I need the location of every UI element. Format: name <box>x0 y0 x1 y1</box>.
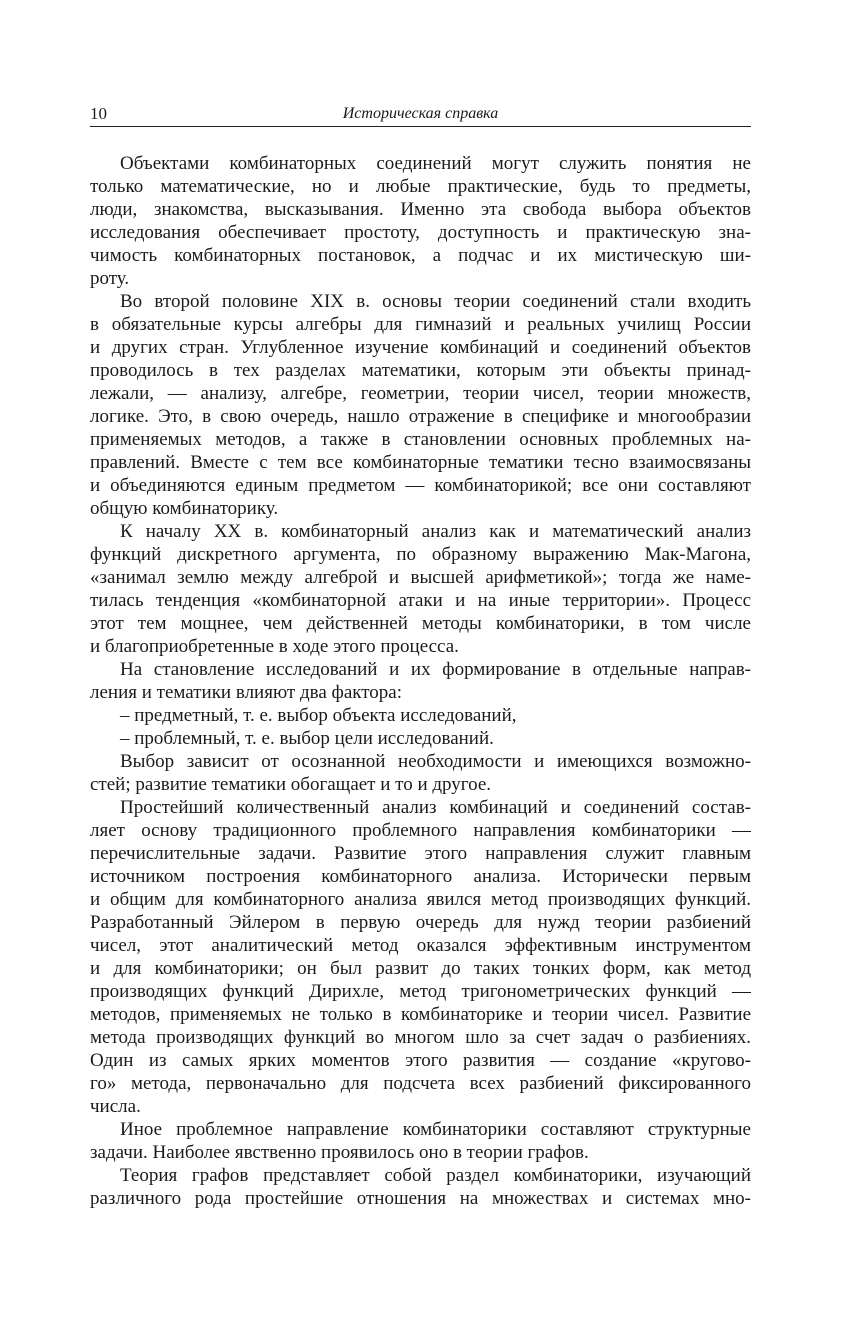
text-line: Выбор зависит от осознанной необходимости и имеющихся возможно- <box>120 751 751 772</box>
text-line: и благоприобретенные в ходе этого процесса. <box>90 636 459 657</box>
text-line: «занимал землю между алгеброй и высшей арифметикой»; тогда же наме- <box>90 567 751 588</box>
text-line: задачи. Наиболее явственно проявилось оно в теории графов. <box>90 1142 589 1163</box>
page-header <box>90 104 751 127</box>
text-line: люди, знакомства, высказывания. Именно эта свобода выбора объектов <box>90 199 751 220</box>
text-line: лежали, — анализу, алгебре, геометрии, теории чисел, теории множеств, <box>90 383 751 404</box>
list-item-line: – проблемный, т. е. выбор цели исследований. <box>120 728 494 749</box>
text-line: правлений. Вместе с тем все комбинаторные тематики тесно взаимосвязаны <box>90 452 751 473</box>
page-number: 10 <box>90 104 107 123</box>
text-line: Иное проблемное направление комбинаторики составляют структурные <box>120 1119 751 1140</box>
text-line: производящих функций Дирихле, метод тригонометрических функций — <box>90 981 751 1002</box>
text-line: го» метода, первоначально для подсчета всех разбиений фиксированного <box>90 1073 751 1094</box>
text-line: в обязательные курсы алгебры для гимназий и реальных училищ России <box>90 314 751 335</box>
text-line: общую комбинаторику. <box>90 498 279 519</box>
text-line: Теория графов представляет собой раздел комбинаторики, изучающий <box>120 1165 751 1186</box>
text-line: методов, применяемых не только в комбинаторике и теории чисел. Развитие <box>90 1004 751 1025</box>
text-line: проводилось в тех разделах математики, которым эти объекты принад- <box>90 360 751 381</box>
running-title: Историческая справка <box>342 105 499 122</box>
text-line: логике. Это, в свою очередь, нашло отражение в специфике и многообразии <box>90 406 751 427</box>
text-line: ления и тематики влияют два фактора: <box>90 682 403 703</box>
text-line: исследования обеспечивает простоту, доступность и практическую зна- <box>90 222 751 243</box>
text-line: перечислительные задачи. Развитие этого направления служит главным <box>90 843 751 864</box>
text-line: источником построения комбинаторного анализа. Исторически первым <box>90 866 751 887</box>
body-text <box>90 152 751 1210</box>
text-line: чисел, этот аналитический метод оказался эффективным инструментом <box>90 935 751 956</box>
text-line: этот тем мощнее, чем действенней методы комбинаторики, в том числе <box>90 613 751 634</box>
text-line: и для комбинаторики; он был развит до таких тонких форм, как метод <box>90 958 751 979</box>
text-line: только математические, но и любые практические, будь то предметы, <box>90 176 751 197</box>
text-line: тилась тенденция «комбинаторной атаки и на иные территории». Процесс <box>90 590 751 611</box>
text-line: и других стран. Углубленное изучение комбинаций и соединений объектов <box>90 337 751 358</box>
text-line: чимость комбинаторных постановок, а подчас и их мистическую ши- <box>90 245 751 266</box>
text-line: роту. <box>90 268 130 289</box>
text-line: различного рода простейшие отношения на множествах и системах мно- <box>90 1188 751 1209</box>
text-line: числа. <box>90 1096 141 1117</box>
text-line: Один из самых ярких моментов этого развития — создание «кругово- <box>90 1050 751 1071</box>
text-line: Разработанный Эйлером в первую очередь для нужд теории разбиений <box>90 912 751 933</box>
text-line: ляет основу традиционного проблемного направления комбинаторики — <box>90 820 751 841</box>
text-line: метода производящих функций во многом шло за счет задач о разбиениях. <box>90 1027 751 1048</box>
text-line: Объектами комбинаторных соединений могут служить понятия не <box>120 153 751 174</box>
text-line: Простейший количественный анализ комбинаций и соединений состав- <box>120 797 751 818</box>
text-line: и объединяются единым предметом — комбинаторикой; все они составляют <box>90 475 751 496</box>
text-line: применяемых методов, а также в становлении основных проблемных на- <box>90 429 751 450</box>
text-line: К началу XX в. комбинаторный анализ как и математический анализ <box>120 521 751 542</box>
text-line: стей; развитие тематики обогащает и то и другое. <box>90 774 492 795</box>
text-line: функций дискретного аргумента, по образному выражению Мак-Магона, <box>90 544 751 565</box>
list-item-line: – предметный, т. е. выбор объекта исследований, <box>120 705 517 726</box>
text-line: Во второй половине XIX в. основы теории соединений стали входить <box>120 291 751 312</box>
text-line: и общим для комбинаторного анализа явился метод производящих функций. <box>90 889 751 910</box>
text-line: На становление исследований и их формирование в отдельные направ- <box>120 659 751 680</box>
